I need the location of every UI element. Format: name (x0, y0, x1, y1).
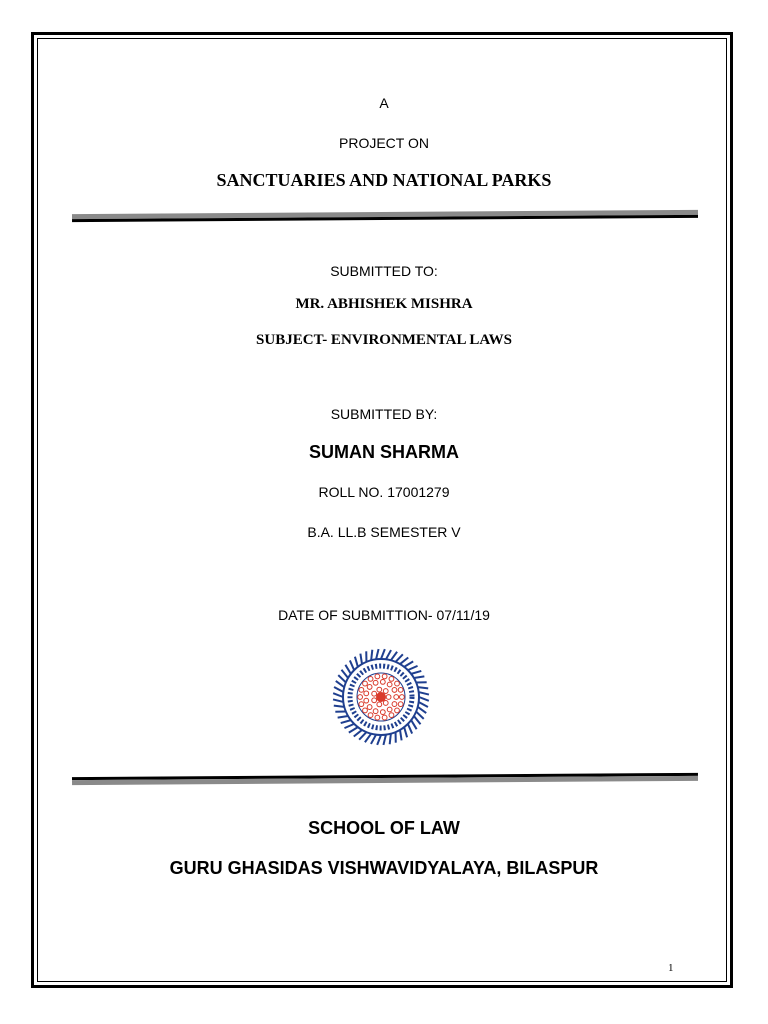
project-on-label: PROJECT ON (339, 135, 429, 151)
school-name: SCHOOL OF LAW (308, 818, 460, 838)
course-semester: B.A. LL.B SEMESTER V (307, 524, 461, 540)
project-article: A (379, 95, 389, 111)
submission-date: DATE OF SUBMITTION- 07/11/19 (278, 607, 490, 623)
submitted-to-label: SUBMITTED TO: (330, 263, 438, 279)
submitted-by-label: SUBMITTED BY: (330, 406, 438, 422)
university-name: GURU GHASIDAS VISHWAVIDYALAYA, BILASPUR (169, 858, 599, 878)
teacher-name: MR. ABHISHEK MISHRA (295, 296, 473, 312)
page-number: 1 (668, 962, 674, 974)
student-name: SUMAN SHARMA (309, 442, 459, 462)
university-seal-icon (331, 647, 431, 747)
roll-number: ROLL NO. 17001279 (318, 484, 450, 500)
subject-line: SUBJECT- ENVIRONMENTAL LAWS (256, 332, 512, 348)
project-title: SANCTUARIES AND NATIONAL PARKS (216, 170, 552, 190)
